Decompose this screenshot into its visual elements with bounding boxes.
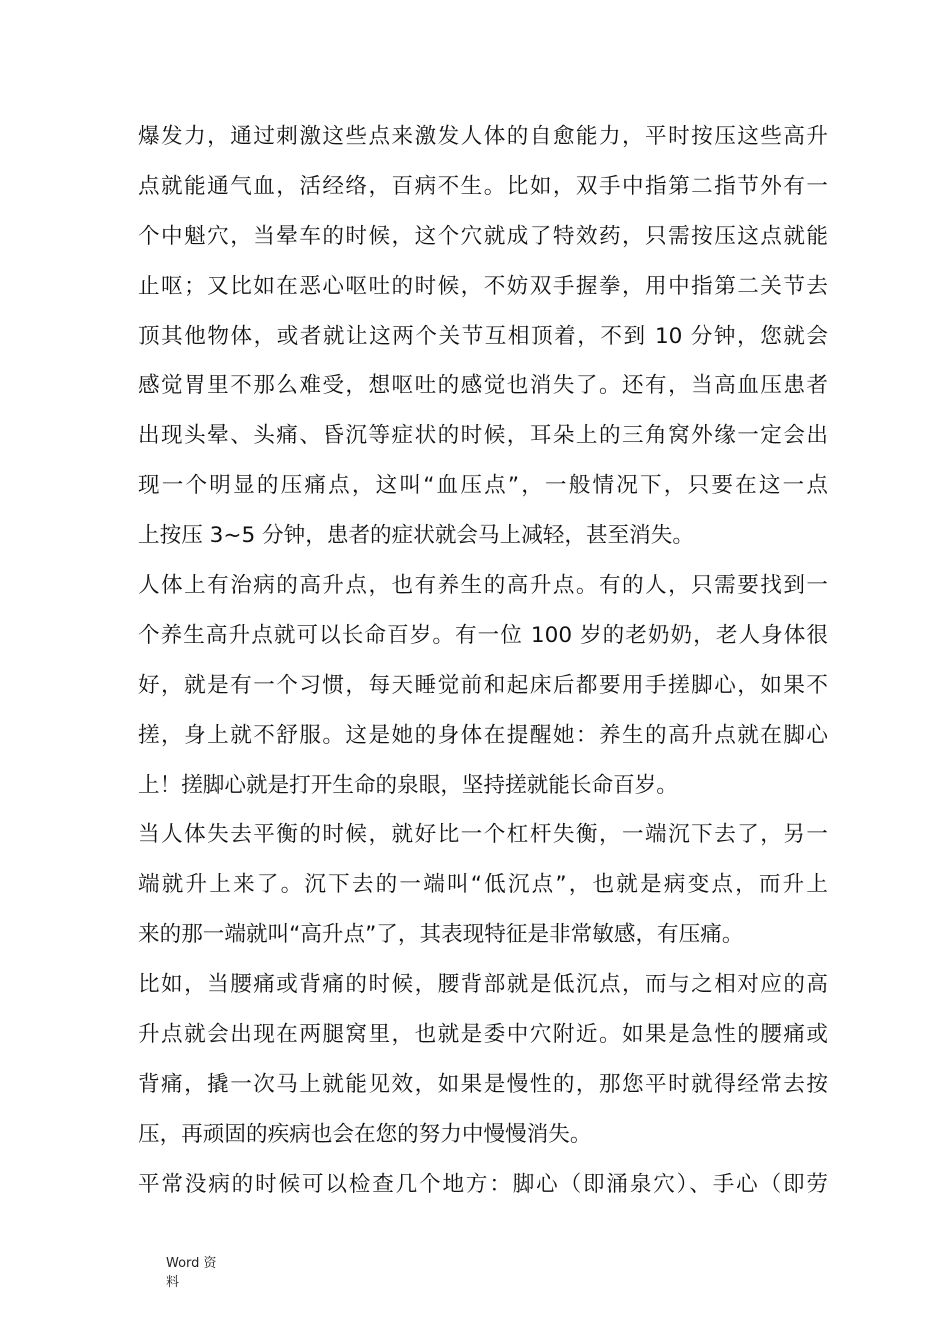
- text-line: 人体上有治病的高升点，也有养生的高升点。有的人，只需要找到一: [138, 573, 828, 599]
- text-line: 背痛，撬一次马上就能见效，如果是慢性的，那您平时就得经常去按: [138, 1071, 828, 1097]
- text-line: 上！搓脚心就是打开生命的泉眼，坚持搓就能长命百岁。: [138, 772, 678, 798]
- body-text: [138, 112, 828, 1210]
- text-line: 感觉胃里不那么难受，想呕吐的感觉也消失了。还有，当高血压患者: [138, 373, 828, 399]
- text-line: 好，就是有一个习惯，每天睡觉前和起床后都要用手搓脚心，如果不: [138, 672, 828, 698]
- footer-line-1: Word 资: [166, 1256, 217, 1271]
- text-line: 出现头晕、头痛、昏沉等症状的时候，耳朵上的三角窝外缘一定会出: [138, 423, 828, 449]
- text-line: 爆发力，通过刺激这些点来激发人体的自愈能力，平时按压这些高升: [138, 124, 828, 149]
- footer-line-2: 料: [166, 1275, 180, 1290]
- text-line: 个养生高升点就可以长命百岁。有一位 100 岁的老奶奶，老人身体很: [138, 622, 828, 648]
- text-line: 比如，当腰痛或背痛的时候，腰背部就是低沉点，而与之相对应的高: [138, 972, 828, 998]
- text-line: 现一个明显的压痛点，这叫“血压点”，一般情况下，只要在这一点: [138, 473, 828, 499]
- page-footer: [166, 1254, 226, 1292]
- text-line: 止呕；又比如在恶心呕吐的时候，不妨双手握拳，用中指第二关节去: [138, 273, 828, 299]
- text-line: 上按压 3~5 分钟，患者的症状就会马上减轻，甚至消失。: [138, 523, 694, 549]
- text-line: 端就升上来了。沉下去的一端叫“低沉点”，也就是病变点，而升上: [138, 872, 828, 898]
- text-line: 点就能通气血，活经络，百病不生。比如，双手中指第二指节外有一: [138, 173, 828, 199]
- text-line: 压，再顽固的疾病也会在您的努力中慢慢消失。: [138, 1121, 592, 1147]
- text-line: 顶其他物体，或者就让这两个关节互相顶着，不到 10 分钟，您就会: [138, 323, 828, 349]
- text-line: 个中魁穴，当晕车的时候，这个穴就成了特效药，只需按压这点就能: [138, 223, 828, 249]
- text-line: 升点就会出现在两腿窝里，也就是委中穴附近。如果是急性的腰痛或: [138, 1022, 828, 1048]
- text-line: 来的那一端就叫“高升点”了，其表现特征是非常敏感，有压痛。: [138, 922, 744, 948]
- text-line: 平常没病的时候可以检查几个地方：脚心（即涌泉穴）、手心（即劳: [138, 1171, 828, 1197]
- text-line: 当人体失去平衡的时候，就好比一个杠杆失衡，一端沉下去了，另一: [138, 822, 828, 848]
- text-line: 搓，身上就不舒服。这是她的身体在提醒她：养生的高升点就在脚心: [138, 722, 828, 748]
